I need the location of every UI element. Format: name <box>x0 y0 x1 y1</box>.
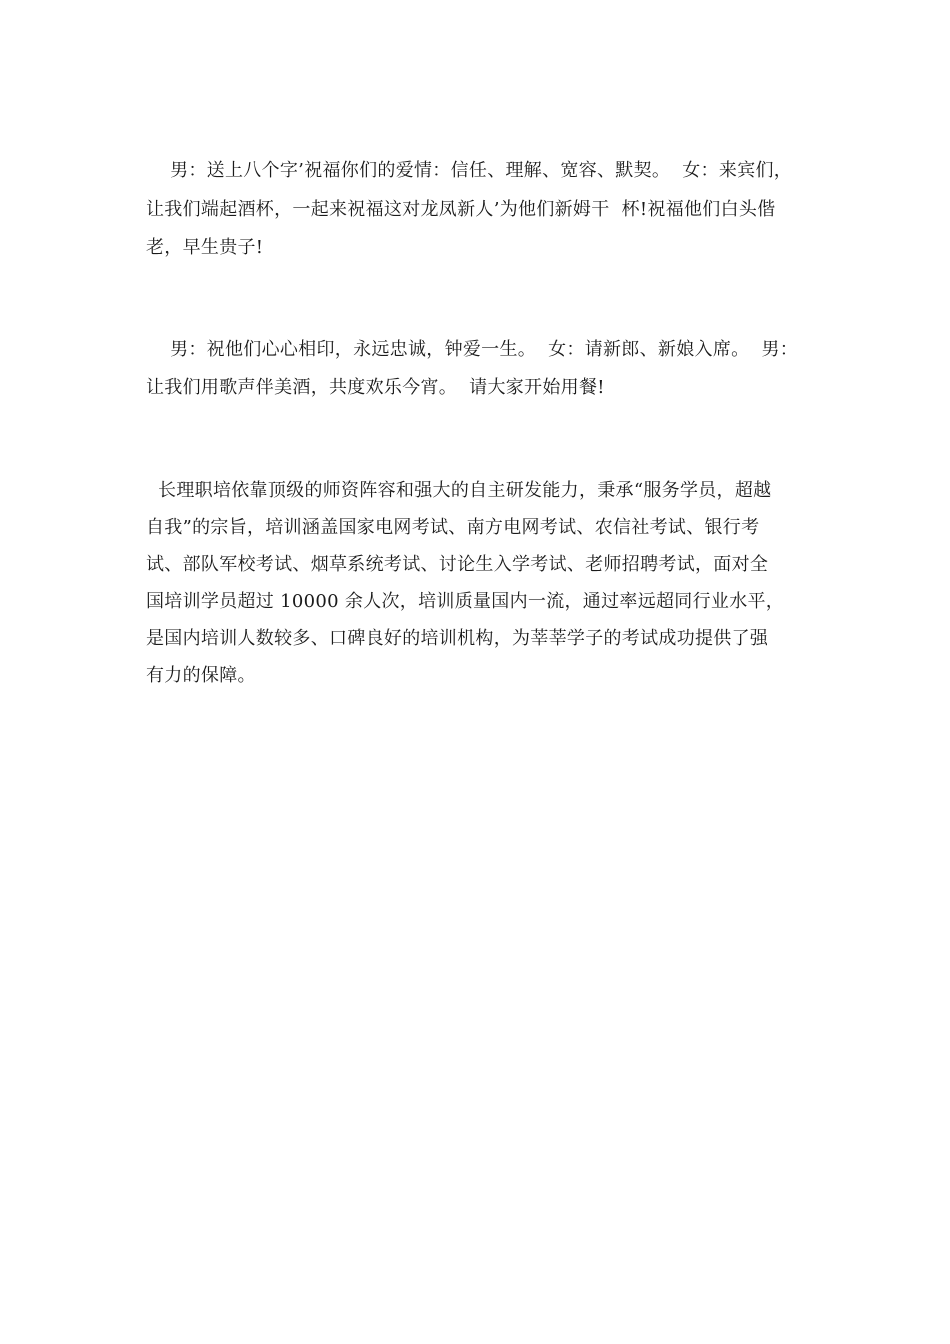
paragraph-3-line-5: 是国内培训人数较多、口碑良好的培训机构，为莘莘学子的考试成功提供了强 <box>146 628 769 649</box>
paragraph-2-line-2: 让我们用歌声伴美酒，共度欢乐今宵。 请大家开始用餐! <box>146 377 605 398</box>
paragraph-2-line-1: 男：祝他们心心相印，永远忠诚，钟爱一生。 女：请新郎、新娘入席。 男： <box>146 339 799 360</box>
paragraph-3-line-3: 试、部队军校考试、烟草系统考试、讨论生入学考试、老师招聘考试，面对全 <box>146 554 769 575</box>
paragraph-1-line-1: 男：送上八个字’祝福你们的爱情：信任、理解、宽容、默契。 女：来宾们， <box>146 160 793 181</box>
paragraph-1-line-2: 让我们端起酒杯，一起来祝福这对龙凤新人’为他们新姆干 杯!祝福他们白头偕 <box>146 199 776 220</box>
paragraph-3-line-6: 有力的保障。 <box>146 665 256 686</box>
paragraph-3-line-4: 国培训学员超过 10000 余人次，培训质量国内一流，通过率远超同行业水平， <box>146 591 785 612</box>
paragraph-3-line-1: 长理职培依靠顶级的师资阵容和强大的自主研发能力，秉承“服务学员，超越 <box>146 480 772 501</box>
paragraph-1-line-3: 老，早生贵子! <box>146 237 264 258</box>
paragraph-3-line-2: 自我”的宗旨，培训涵盖国家电网考试、南方电网考试、农信社考试、银行考 <box>146 517 760 538</box>
